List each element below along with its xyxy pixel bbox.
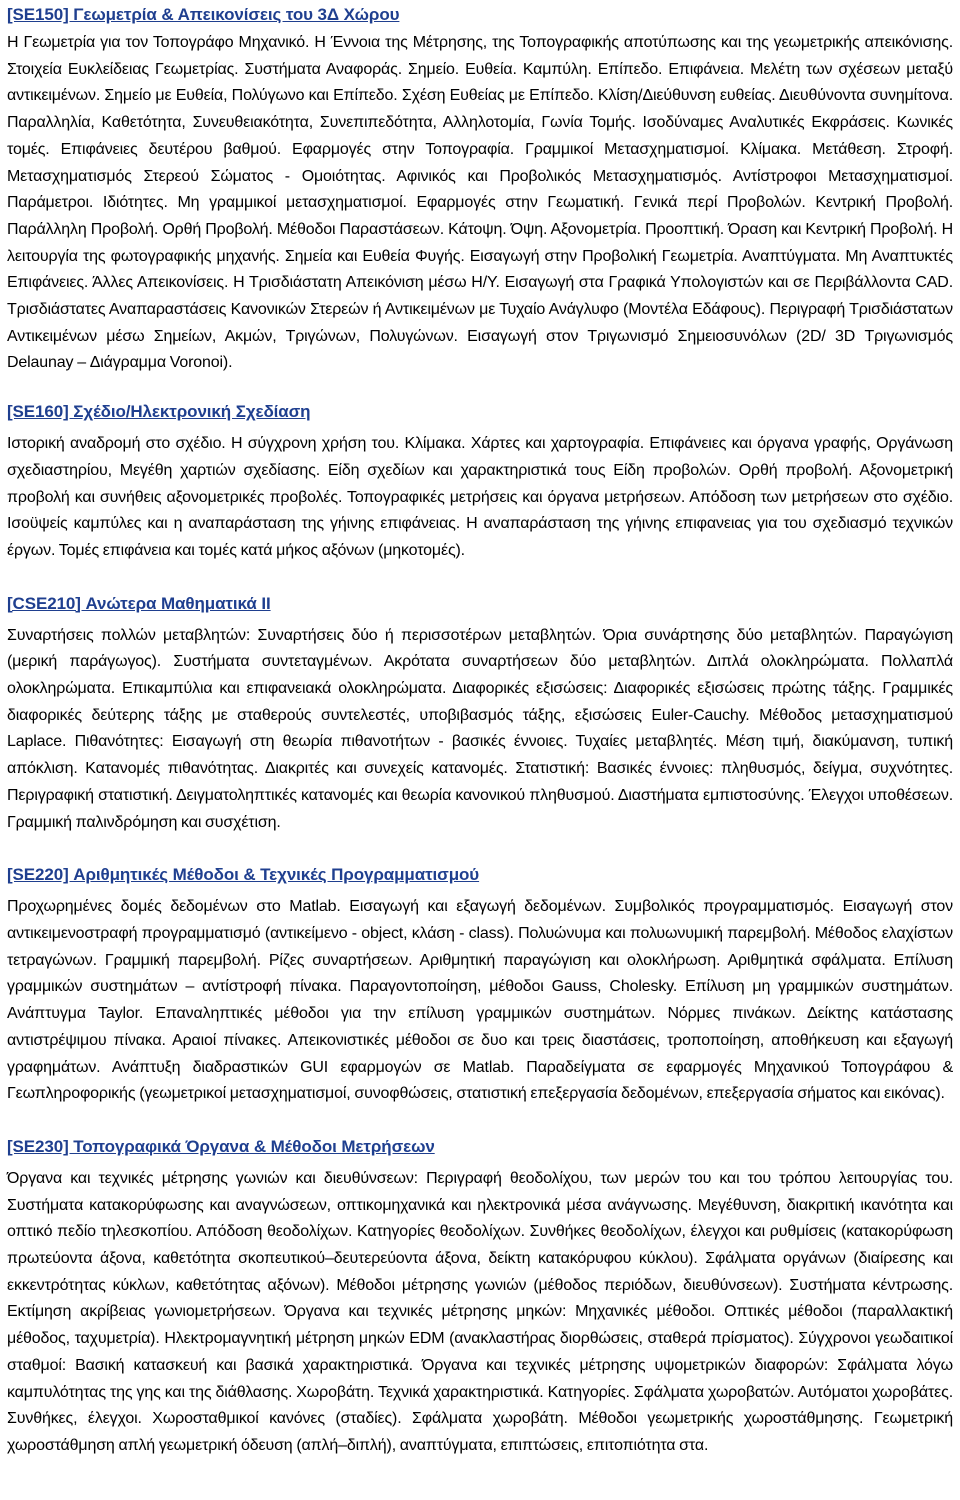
section-se160: [7, 399, 953, 565]
section-body-se220: Προχωρημένες δομές δεδομένων στο Matlab. Εισαγωγή και εξαγωγή δεδομένων. Συμβολικός προγραμματισμός. Εισαγωγή στον αντικειμενοστραφή προγραμματισμό (αντικείμενο - object, κλάση - class). Πολυώνυμα και πολυωνυμική παρεμβολή. Μέθοδος ελαχίστων τετραγώνων. Γραμμική παρεμβολή. Ρίζες συναρτήσεων. Αριθμητική παραγώγιση και ολοκλήρωση. Αριθμητικά σφάλματα. Επίλυση γραμμικών συστημάτων – αντίστροφή πίνακα. Παραγοντοποίηση, μέθοδοι Gauss, Cholesky. Επίλυση μη γραμμικών συστημάτων. Ανάπτυγμα Taylor. Επαναληπτικές μέθοδοι για την επίλυση γραμμικών συστημάτων. Νόρμες πινάκων. Δείκτης κατάστασης αντιστρέψιμου πίνακα. Αραιοί πίνακες. Απεικονιστικές μέθοδοι σε δυο και τρεις διαστάσεις, τροποποίηση, αποθήκευση και εξαγωγή γραφημάτων. Ανάπτυξη διαδραστικών GUI εφαρμογών σε Matlab. Παραδείγματα σε εφαρμογές Μηχανικού Τοπογράφου & Γεωπληροφορικής (γεωμετρικοί μετασχηματισμοί, συνοφθώσεις, στατιστική επεξεργασία δεδομένων, επεξεργασία σήματος και εικόνας).: [7, 898, 953, 1103]
section-title-se230: [SE230] Τοπογραφικά Όργανα & Μέθοδοι Μετρήσεων: [7, 1136, 435, 1156]
section-body-se160: Ιστορική αναδρομή στο σχέδιο. Η σύγχρονη χρήση του. Κλίμακα. Χάρτες και χαρτογραφία. Επιφάνειες και όργανα γραφής, Οργάνωση σχεδιαστηρίου, Μεγέθη χαρτιών σχεδίασης. Είδη σχεδίων και χαρακτηριστικά τους Είδη προβολών. Ορθή προβολή. Αξονομετρική προβολή και συνήθεις αξονομετρικές προβολές. Τοπογραφικές μετρήσεις και όργανα μετρήσεων. Απόδοση των μετρήσεων στο σχέδιο. Ισοϋψείς καμπύλες και η αναπαράσταση της γήινης επιφάνειας. Η αναπαράσταση της γήινης επιφανειας για του σχεδιασμό τεχνικών έργων. Τομές επιφάνεια και τομές κατά μήκος αξόνων (μηκοτομές).: [7, 435, 953, 559]
section-se230: [7, 1134, 953, 1460]
section-title-cse210: [CSE210] Ανώτερα Μαθηματικά ΙΙ: [7, 593, 271, 613]
section-se150: [7, 2, 953, 377]
section-title-se160: [SE160] Σχέδιο/Ηλεκτρονική Σχεδίαση: [7, 402, 311, 422]
section-body-se150: Η Γεωμετρία για τον Τοπογράφο Μηχανικό. Η Έννοια της Μέτρησης, της Τοπογραφικής αποτύπωσης και της γεωμετρικής απεικόνισης. Στοιχεία Ευκλείδειας Γεωμετρίας. Συστήματα Αναφοράς. Σημείο. Ευθεία. Καμπύλη. Επίπεδο. Επιφάνεια. Μελέτη των σχέσεων μεταξύ αντικειμένων. Σημείο με Ευθεία, Πολύγωνο και Επίπεδο. Σχέση Ευθείας με Επίπεδο. Κλίση/Διεύθυνση ευθείας. Διευθύνοντα συνημίτονα. Παραλληλία, Καθετότητα, Συνευθειακότητα, Συνεπιπεδότητα, Αλληλοτομία, Γωνία Τομής. Ισοδύναμες Αναλυτικές Εκφράσεις. Κωνικές τομές. Επιφάνειες δευτέρου βαθμού. Εφαρμογές στην Τοπογραφία. Γραμμικοί Μετασχηματισμοί. Κλίμακα. Μετάθεση. Στροφή. Μετασχηματισμός Στερεού Σώματος - Ομοιότητας. Αφινικός και Προβολικός Μετασχηματισμός. Αντίστροφοι Μετασχηματισμοί. Παράμετροι. Ιδιότητες. Μη γραμμικοί μετασχηματισμοί. Εφαρμογές στην Γεωματική. Γενικά περί Προβολών. Κεντρική Προβολή. Παράλληλη Προβολή. Ορθή Προβολή. Μέθοδοι Παραστάσεων. Κάτοψη. Όψη. Αξονομετρία. Προοπτική. Όραση και Κεντρική Προβολή. Η λειτουργία της φωτογραφικής μηχανής. Σημεία και Ευθεία Φυγής. Εισαγωγή στην Προβολική Γεωμετρία. Αναπτύγματα. Μη Αναπτυκτές Επιφάνειες. Άλλες Απεικονίσεις. Η Τρισδιάστατη Απεικόνιση μέσω Η/Υ. Εισαγωγή στα Γραφικά Υπολογιστών και σε Περιβάλλοντα CAD. Τρισδιάστατες Αναπαραστάσεις Κανονικών Στερεών ή Αντικειμένων με Τυχαίο Ανάγλυφο (Μοντέλα Εδάφους). Περιγραφή Τρισδιάστατων Αντικειμένων μέσω Σημείων, Ακμών, Τριγώνων, Πολυγώνων. Εισαγωγή στον Τριγωνισμό Σημειοσυνόλων (2D/ 3D Τριγωνισμός Delaunay – Διάγραμμα Voronoi).: [7, 34, 953, 372]
section-title-se150: [SE150] Γεωμετρία & Απεικονίσεις του 3Δ Χώρου: [7, 5, 400, 24]
section-body-se230: Όργανα και τεχνικές μέτρησης γωνιών και διευθύνσεων: Περιγραφή θεοδολίχου, των μερών του και του τρόπου λειτουργίας του. Συστήματα κατακορύφωσης και αναγνώσεων, οπτικομηχανικά και ηλεκτρονικά μέσα ανάγνωσης. Μεγέθυνση, διακριτική ικανότητα και οπτικό πεδίο τηλεσκοπίου. Απόδοση θεοδολίχων. Κατηγορίες θεοδολίχων. Συνθήκες θεοδολίχων, έλεγχοι και ρυθμίσεις (κατακορύφωση πρωτεύοντα άξονα, καθετότητα σκοπευτικού–δευτερεύοντα άξονα, δείκτη κατακόρυφου κύκλου). Σφάλματα οργάνων (διαίρεσης και εκκεντρότητας κύκλων, καθετότητας αξόνων). Μέθοδοι μέτρησης γωνιών (μέθοδος περιόδων, διευθύνσεων). Συστήματα κέντρωσης. Εκτίμηση ακρίβειας γωνιομετρήσεων. Όργανα και τεχνικές μέτρησης μηκών: Μηχανικές μέθοδοι. Οπτικές μέθοδοι (παραλλακτική μέθοδος, ταχυμετρία). Ηλεκτρομαγνητική μέτρηση μηκών EDM (ανακλαστήρας διορθώσεις, σταθερά πρίσματος). Σύγχρονοι γεωδαιτικοί σταθμοί: Βασική κατασκευή και βασικά χαρακτηριστικά. Όργανα και τεχνικές μέτρησης υψομετρικών διαφορών: Σφάλματα λόγω καμπυλότητας της γης και της διάθλασης. Χωροβάτη. Τεχνικά χαρακτηριστικά. Κατηγορίες. Σφάλματα χωροβατών. Αυτόματοι χωροβάτες. Συνθήκες, έλεγχοι. Χωροσταθμικοί κανόνες (σταδίες). Σφάλματα χωροβάτη. Μέθοδοι γεωμετρικής χωροστάθμησης. Γεωμετρική χωροστάθμηση απλή γεωμετρική όδευση (απλή–διπλή), αναπτύγματα, επιπτώσεις, επιτοπιότητα στα.: [7, 1169, 953, 1454]
section-title-se220: [SE220] Αριθμητικές Μέθοδοι & Τεχνικές Προγραμματισμού: [7, 865, 480, 885]
section-cse210: [7, 591, 953, 837]
section-body-cse210: Συναρτήσεις πολλών μεταβλητών: Συναρτήσεις δύο ή περισσοτέρων μεταβλητών. Όρια συνάρτησης δύο μεταβλητών. Παραγώγιση (μερική παράγωγος). Συστήματα συντεταγμένων. Ακρότατα συναρτήσεων δύο μεταβλητών. Διπλά ολοκληρώματα. Πολλαπλά ολοκληρώματα. Επικαμπύλια και επιφανειακά ολοκληρώματα. Διαφορικές εξισώσεις: Διαφορικές εξισώσεις πρώτης τάξης. Γραμμικές διαφορικές δεύτερης τάξης με σταθερούς συντελεστές, υποβιβασμός τάξης, εξισώσεις Euler-Cauchy. Μέθοδος μετασχηματισμού Laplace. Πιθανότητες: Εισαγωγή στη θεωρία πιθανοτήτων - βασικές έννοιες. Τυχαίες μεταβλητές. Μέση τιμή, διακύμανση, τυπική απόκλιση. Κατανομές πιθανότητας. Διακριτές και συνεχείς κατανομές. Στατιστική: Βασικές έννοιες: πληθυσμός, δείγμα, συχνότητες. Περιγραφική στατιστική. Δειγματοληπτικές κατανομές και θεωρία κανονικού πληθυσμού. Διαστήματα εμπιστοσύνης. Έλεγχοι υποθέσεων. Γραμμική παλινδρόμηση και συσχέτιση.: [7, 626, 953, 831]
section-se220: [7, 862, 953, 1108]
